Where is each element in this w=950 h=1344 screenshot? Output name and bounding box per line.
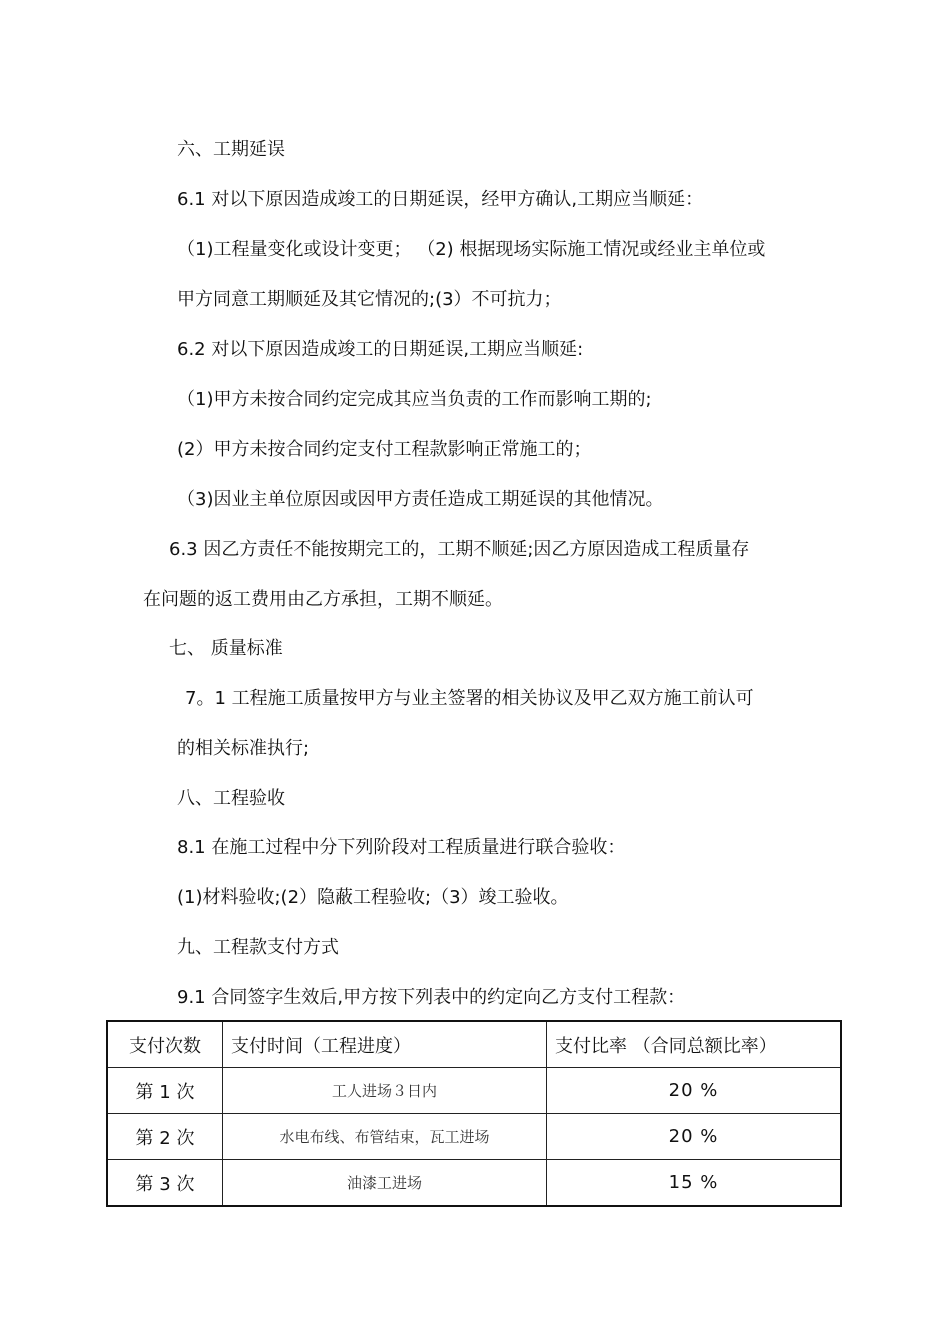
paragraph-6-1: 6.1 对以下原因造成竣工的日期延误，经甲方确认,工期应当顺延： <box>177 189 704 210</box>
payment-time-cell: 油漆工进场 <box>223 1160 547 1207</box>
payment-time-cell: 水电布线、布管结束，瓦工进场 <box>223 1114 547 1160</box>
payment-count-cell: 第 3 次 <box>107 1160 223 1207</box>
paragraph-6-2-item2: (2）甲方未按合同约定支付工程款影响正常施工的； <box>177 439 592 460</box>
header-payment-time: 支付时间（工程进度） <box>223 1021 547 1068</box>
payment-ratio-cell: 20 % <box>547 1114 842 1160</box>
payment-count-cell: 第 2 次 <box>107 1114 223 1160</box>
paragraph-6-heading: 六、工期延误 <box>177 139 285 160</box>
header-payment-count: 支付次数 <box>107 1021 223 1068</box>
paragraph-8-1: 8.1 在施工过程中分下列阶段对工程质量进行联合验收： <box>177 837 626 858</box>
paragraph-6-1-items-line1: （1)工程量变化或设计变更； （2) 根据现场实际施工情况或经业主单位或 <box>177 239 766 260</box>
table-header-row <box>107 1021 841 1068</box>
paragraph-6-3-line1: 6.3 因乙方责任不能按期完工的，工期不顺延;因乙方原因造成工程质量存 <box>169 539 750 560</box>
paragraph-9-1: 9.1 合同签字生效后,甲方按下列表中的约定向乙方支付工程款： <box>177 987 686 1008</box>
payment-ratio-cell: 20 % <box>547 1068 842 1114</box>
payment-count-cell: 第 1 次 <box>107 1068 223 1114</box>
payment-time-cell: 工人进场３日内 <box>223 1068 547 1114</box>
table-row <box>107 1114 841 1160</box>
paragraph-7-heading: 七、 质量标准 <box>169 638 283 659</box>
paragraph-7-1-line2: 的相关标准执行; <box>177 738 310 759</box>
payment-ratio-cell: 15 % <box>547 1160 842 1207</box>
paragraph-6-1-items-line2: 甲方同意工期顺延及其它情况的;(3）不可抗力； <box>177 289 562 310</box>
paragraph-6-2-item1: （1)甲方未按合同约定完成其应当负责的工作而影响工期的; <box>177 389 652 410</box>
table-row <box>107 1160 841 1207</box>
table-row <box>107 1068 841 1114</box>
paragraph-6-2-item3: （3)因业主单位原因或因甲方责任造成工期延误的其他情况。 <box>177 489 664 510</box>
payment-schedule-table <box>106 1020 842 1207</box>
paragraph-8-heading: 八、工程验收 <box>177 788 285 809</box>
paragraph-6-3-line2: 在问题的返工费用由乙方承担，工期不顺延。 <box>143 589 503 610</box>
paragraph-7-1-line1: 7。1 工程施工质量按甲方与业主签署的相关协议及甲乙双方施工前认可 <box>185 688 754 709</box>
paragraph-6-2: 6.2 对以下原因造成竣工的日期延误,工期应当顺延: <box>177 339 584 360</box>
header-payment-ratio: 支付比率 （合同总额比率） <box>547 1021 842 1068</box>
paragraph-9-heading: 九、工程款支付方式 <box>177 937 339 958</box>
paragraph-8-1-items: (1)材料验收;(2）隐蔽工程验收;（3）竣工验收。 <box>177 887 569 908</box>
